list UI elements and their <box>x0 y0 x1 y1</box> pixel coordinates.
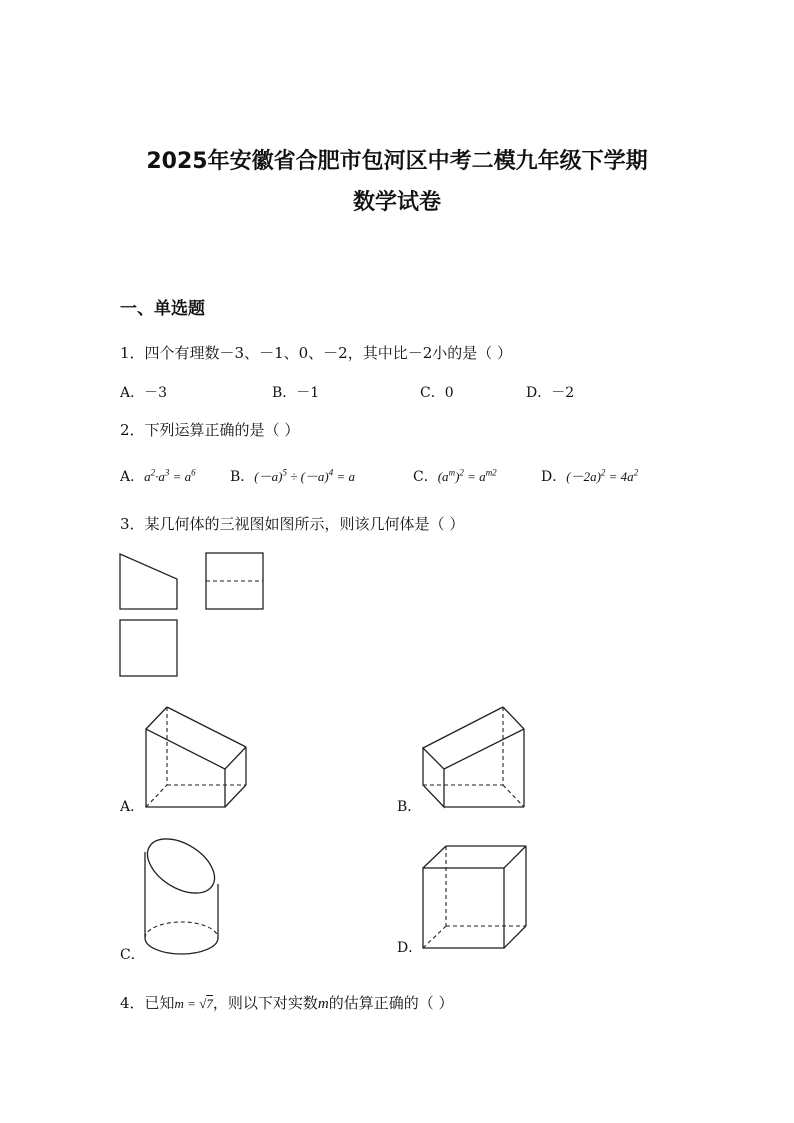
q3-option-a-solid <box>146 707 246 807</box>
q3-option-b-solid <box>423 707 524 807</box>
q2-option-c <box>413 466 497 486</box>
q3-option-d-solid <box>423 846 526 948</box>
q2-option-d-formula: $(-2a)^2 = 4a^2$ <box>566 467 639 484</box>
q3-option-a-label: A． <box>120 799 145 815</box>
q2-option-a-letter: A． <box>120 469 145 485</box>
q2-option-b <box>230 466 355 486</box>
q1-option-a: A．－3 <box>120 385 168 401</box>
q4-suffix: ，则以下对实数 <box>212 994 318 1012</box>
top-view <box>120 620 177 676</box>
question-4-stem <box>120 992 453 1013</box>
q2-option-b-letter: B． <box>230 469 255 485</box>
question-2-stem: 2．下列运算正确的是（ ） <box>120 421 300 439</box>
q4-end: 的估算正确的（ ） <box>328 994 454 1012</box>
q2-option-d <box>541 466 638 486</box>
q2-option-a <box>120 466 196 486</box>
q2-option-c-formula: $(a^m)^2 = a^{m2}$ <box>437 467 497 484</box>
q4-condition-formula: m = √7 <box>174 996 213 1011</box>
q3-option-c-label: C． <box>120 947 145 963</box>
q1-option-c: C．0 <box>420 385 454 401</box>
q3-option-b-label: B． <box>397 799 422 815</box>
q3-option-c-solid <box>138 828 224 954</box>
q3-option-d-label: D． <box>397 940 423 956</box>
exam-title-line2: 数学试卷 <box>352 190 441 215</box>
section-heading: 一、单选题 <box>120 299 205 319</box>
question-3-stem: 3．某几何体的三视图如图所示，则该几何体是（ ） <box>120 515 465 533</box>
q4-prefix: 4．已知 <box>120 994 175 1012</box>
exam-title-line1: 2025年安徽省合肥市包河区中考二模九年级下学期 <box>146 149 648 174</box>
q2-option-c-letter: C． <box>413 469 438 485</box>
q2-option-a-formula: $a^2\cdot a^3 = a^6$ <box>144 467 196 484</box>
q2-option-b-formula: $(-a)^5 \div (-a)^4 = a$ <box>254 467 356 484</box>
q2-option-d-letter: D． <box>541 469 567 485</box>
question-1-stem: 1．四个有理数－3、－1、0、－2，其中比－2小的是（ ） <box>120 344 513 362</box>
q4-variable: m <box>317 996 329 1012</box>
front-view <box>120 554 177 609</box>
side-view <box>206 553 263 609</box>
q1-option-b: B．－1 <box>272 385 320 401</box>
q1-option-d: D．－2 <box>526 385 575 401</box>
